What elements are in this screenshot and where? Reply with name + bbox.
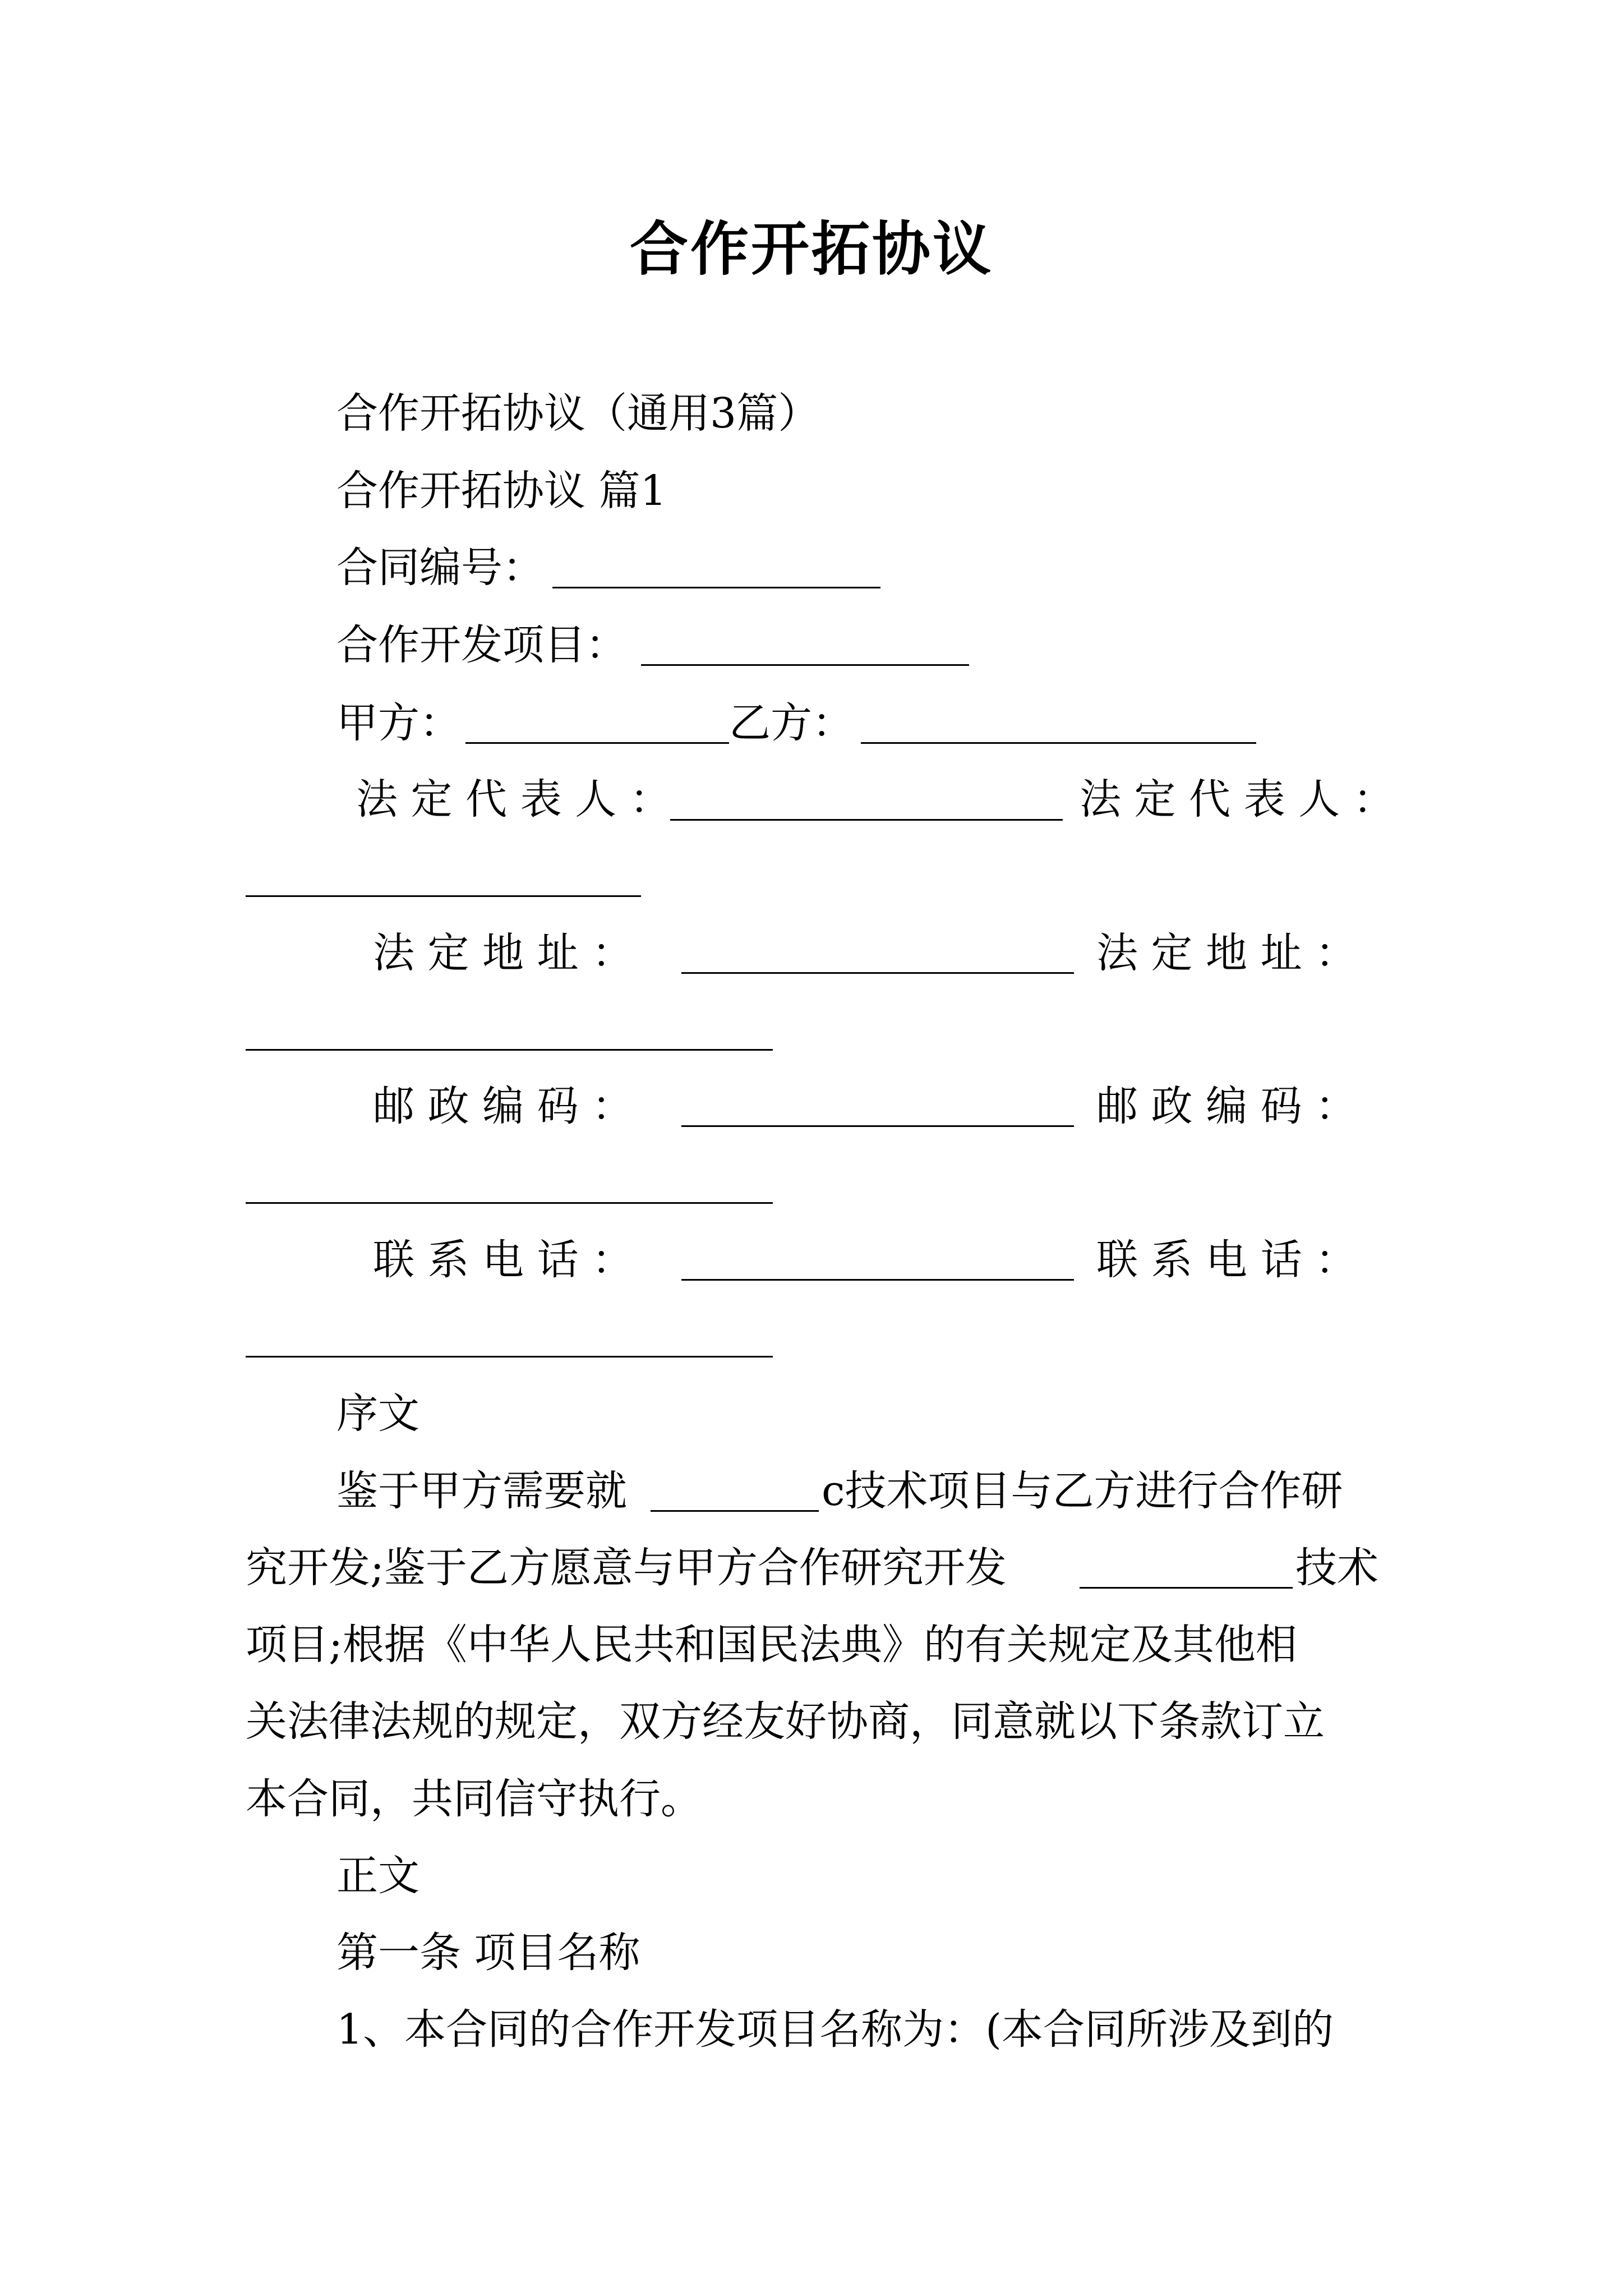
document-title: 合作开拓协议 [629, 214, 993, 283]
zip-blank-a [681, 1125, 1074, 1127]
preface-line-3: 项目;根据《中华人民共和国民法典》的有关规定及其他相 [246, 1621, 1297, 1669]
preface-line-2b: 技术 [1295, 1544, 1378, 1592]
preface-line-1b: c技术项目与乙方进行合作研 [822, 1467, 1343, 1515]
party-a-label: 甲方： [336, 699, 461, 747]
zip-label-b: 邮 政 编 码 ： [1096, 1082, 1357, 1130]
project-blank [641, 664, 969, 666]
rep-blank-a [670, 819, 1063, 821]
document-subtitle: 合作开拓协议（通用3篇） [336, 389, 820, 438]
part-heading: 合作开拓协议 篇1 [336, 467, 667, 515]
article-1-heading: 第一条 项目名称 [336, 1929, 640, 1977]
preface-line-1a: 鉴于甲方需要就 [336, 1467, 627, 1515]
zip-label-a: 邮 政 编 码 ： [373, 1082, 634, 1130]
preface-heading: 序文 [336, 1389, 419, 1438]
tel-blank-b [246, 1356, 773, 1358]
addr-blank-b [246, 1049, 773, 1051]
party-b-blank [861, 742, 1256, 744]
preface-blank-2 [1080, 1587, 1293, 1589]
project-label: 合作开发项目： [336, 621, 627, 669]
zip-blank-b [246, 1202, 773, 1204]
contract-no-label: 合同编号： [336, 544, 544, 592]
preface-line-4: 关法律法规的规定，双方经友好协商，同意就以下条款订立 [246, 1697, 1325, 1746]
tel-label-b: 联 系 电 话 ： [1096, 1236, 1357, 1284]
preface-line-5: 本合同，共同信守执行。 [246, 1775, 702, 1823]
rep-label-b: 法 定 代 表 人 ： [1080, 775, 1395, 823]
addr-label-b: 法 定 地 址 ： [1096, 929, 1357, 977]
rep-label-a: 法 定 代 表 人 ： [356, 775, 671, 823]
preface-blank-1 [651, 1510, 819, 1512]
party-a-blank [465, 742, 729, 744]
preface-line-2a: 究开发;鉴于乙方愿意与甲方合作研究开发 [246, 1544, 1007, 1592]
addr-label-a: 法 定 地 址 ： [373, 929, 634, 977]
party-b-label: 乙方： [729, 699, 854, 747]
article-1-item-1: 1、本合同的合作开发项目名称为：(本合同所涉及到的 [336, 2005, 1334, 2054]
addr-blank-a [681, 972, 1074, 974]
contract-no-blank [552, 587, 880, 588]
tel-blank-a [681, 1279, 1074, 1281]
body-heading: 正文 [336, 1852, 419, 1900]
rep-blank-b [246, 895, 641, 897]
tel-label-a: 联 系 电 话 ： [373, 1236, 634, 1284]
